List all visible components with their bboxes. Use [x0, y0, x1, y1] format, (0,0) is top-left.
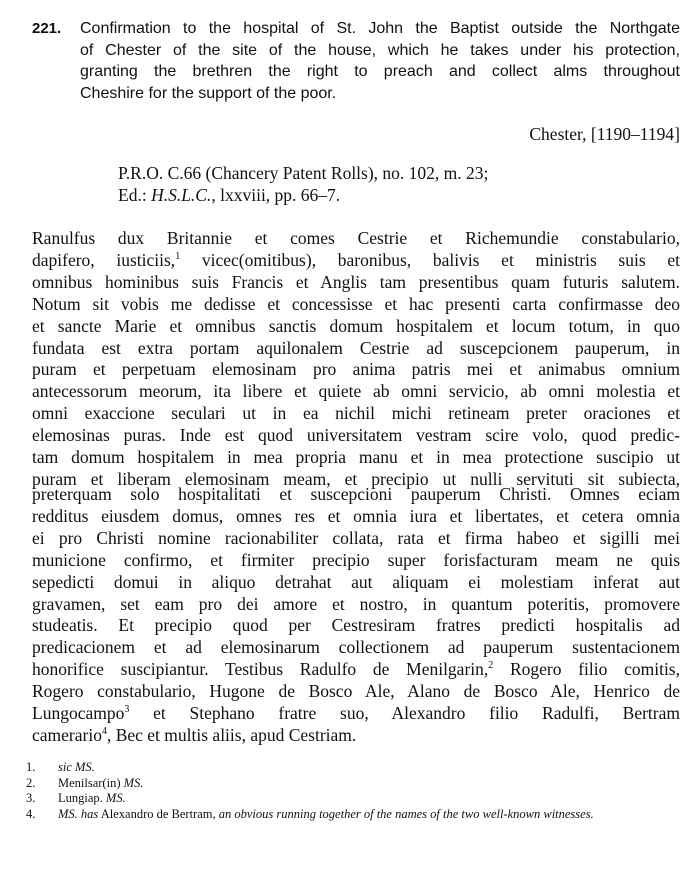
text-segment: vicec(omitibus), baronibus, balivis et ministris suis et: [180, 249, 680, 270]
footnote-4: [26, 807, 686, 823]
text-line: redditus eiusdem domus, omnes res et omnia iura et libertates, et cetera omnia: [32, 505, 680, 526]
charter-text-part1: [32, 228, 680, 491]
footnote-ref[interactable]: 2: [488, 660, 494, 672]
footnote-text-italic: MS. has: [58, 806, 99, 821]
footnote-ref[interactable]: 1: [175, 251, 181, 263]
entry-number: 221.: [32, 20, 62, 37]
footnote-text-italic: an obvious running together of the names of the two well-known witnesses.: [218, 806, 594, 821]
footnote-ref[interactable]: 3: [124, 704, 130, 716]
summary-line: granting the brethren the right to preach and collect alms throughout: [80, 63, 680, 80]
summary-line: Confirmation to the hospital of St. John the Baptist outside the Northgate: [80, 20, 680, 37]
entry-heading: [32, 18, 680, 104]
text-line: studeatis. Et precipio quod per Cestresiram fratres predicti hospitalis ad: [32, 615, 680, 636]
summary-line: of Chester of the site of the house, which he takes under his protection,: [80, 41, 680, 59]
text-line: predicacionem et ad elemosinarum collectionem ad pauperum sustentacionem: [32, 637, 680, 658]
text-line: Ranulfus dux Britannie et comes Cestrie et Richemundie constabulario,: [32, 228, 680, 248]
text-line: elemosinas puras. Inde est quod universitatem vestram scire volo, quod predic-: [32, 425, 680, 446]
edition-title: H.S.L.C.: [151, 185, 212, 205]
text-segment: , Bec et multis aliis, apud Cestriam.: [106, 724, 357, 745]
edition-pages: , lxxviii, pp. 66–7.: [211, 185, 341, 205]
edition-prefix: Ed.:: [118, 185, 152, 205]
footnote-text: Alexandro de Bertram,: [98, 806, 219, 821]
text-line: sepedicti domui in aliquo detrahat aut aliquam ei molestiam inferat aut: [32, 571, 680, 592]
text-segment: Lungocampo: [32, 703, 125, 724]
text-line: Notum sit vobis me dedisse et concessisse et hac presenti carta confirmasse deo: [32, 293, 680, 314]
text-line: preterquam solo hospitalitati et suscepcioni pauperum Christi. Omnes eciam: [32, 484, 680, 504]
text-line: et sancte Marie et omnibus sanctis domum hospitalem et locum totum, in quo: [32, 315, 680, 336]
footnote-ref[interactable]: 4: [101, 726, 107, 738]
text-segment: et Stephano fratre suo, Alexandro filio Radulfi, Bertram: [129, 703, 680, 724]
source-citation: [118, 162, 658, 206]
place-date: Chester, [1190–1194]: [529, 124, 680, 144]
text-line: antecessorum meorum, ita libere et quiete ab omni servicio, ab omni molestia et: [32, 381, 680, 402]
text-line: [32, 250, 680, 272]
footnote-number: 1.: [26, 760, 36, 774]
footnote-text: Menilsar(in): [58, 775, 124, 790]
footnote-1: [26, 760, 686, 776]
footnotes: [26, 760, 686, 822]
text-segment: camerario: [32, 724, 102, 745]
footnote-number: 3.: [26, 791, 36, 805]
text-line: omnibus hominibus suis Francis et Anglis tam presentibus quam futuris salutem.: [32, 271, 680, 292]
text-line: puram et perpetuam elemosinam pro anima patris mei et animabus omnium: [32, 359, 680, 380]
footnote-3: [26, 791, 686, 807]
footnote-number: 2.: [26, 775, 36, 790]
text-line: [32, 703, 680, 725]
footnote-text-italic: MS.: [123, 775, 144, 790]
text-line: tam domum hospitalem in mea propria manu et in mea protectione suscipio ut: [32, 447, 680, 468]
source-line: P.R.O. C.66 (Chancery Patent Rolls), no. 102, m. 23;: [118, 163, 489, 183]
text-line: gravamen, set eam pro dei amore et nostro, in quantum poteritis, promovere: [32, 593, 680, 614]
text-line: municione confirmo, et firmiter precipio super forisfacturam meam ne quis: [32, 549, 680, 570]
footnote-text-italic: MS.: [105, 791, 126, 805]
text-line: puram et liberam elemosinam meam, et precipio ut nulli servituti sit subiecta,: [32, 468, 680, 489]
footnote-text: Lungiap.: [58, 791, 106, 805]
text-line: [32, 725, 680, 747]
text-line: [32, 659, 680, 681]
footnote-2: [26, 776, 686, 792]
text-segment: Rogero filio comitis,: [493, 659, 680, 680]
text-segment: honorifice suscipiantur. Testibus Radulfo de Menilgarin,: [32, 659, 489, 680]
footnote-number: 4.: [26, 806, 36, 821]
summary-line: Cheshire for the support of the poor.: [80, 84, 337, 102]
footnote-text: sic MS.: [58, 760, 95, 774]
charter-text-part2: [32, 484, 680, 747]
text-line: ei pro Christi nomine racionabiliter collata, rata et firma habeo et sigilli mei: [32, 527, 680, 548]
text-line: Rogero constabulario, Hugone de Bosco Ale, Alano de Bosco Ale, Henrico de: [32, 681, 680, 702]
text-line: omni exaccione seculari ut in ea nichil michi retineam preter oraciones et: [32, 403, 680, 424]
edition-line: [118, 184, 658, 206]
text-line: fundata est extra portam aquilonalem Cestrie ad suscepcionem pauperum, in: [32, 337, 680, 358]
text-segment: dapifero, iusticiis,: [32, 249, 176, 270]
entry-summary: [80, 18, 680, 104]
